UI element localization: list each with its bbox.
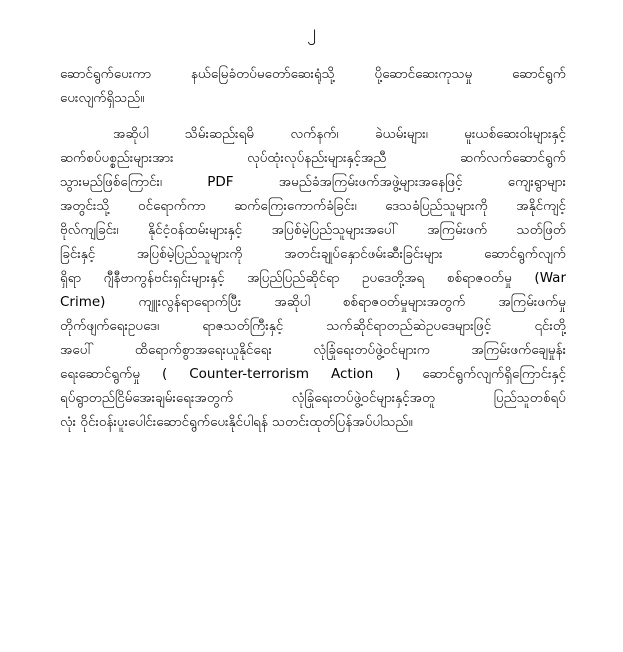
text-line: ရှိရာ ဂျီနီဗာကွန်ဗင်းရှင်းများနှင့် အပြည်ပြည်ဆိုင်ရာ ဥပဒေတို့အရ စစ်ရာဇဝတ်မှု (War xyxy=(60,270,566,286)
text-line: သွားမည်ဖြစ်ကြောင်း၊ PDF အမည်ခံအကြမ်းဖက်အဖွဲ့များအနေဖြင့် ကျေးရွာများ xyxy=(60,174,566,190)
text-line: ရပ်ရွာတည်ငြိမ်အေးချမ်းရေးအတွက် လုံခြုံရေးတပ်ဖွဲ့ဝင်များနှင့်အတူ ပြည်သူတစ်ရပ် xyxy=(60,390,566,406)
text-line: အဆိုပါ သိမ်းဆည်းရမိ လက်နက်၊ ခဲယမ်းများ၊ မူးယစ်ဆေးဝါးများနှင့် xyxy=(113,126,566,142)
page-number: ၂ xyxy=(307,21,316,42)
text-line: Crime) ကျူးလွန်ရာရောက်ပြီး အဆိုပါ စစ်ရာဇဝတ်မှုများအတွက် အကြမ်းဖက်မှု xyxy=(60,294,566,310)
paragraph-spacer xyxy=(60,110,566,122)
text-line: ပေးလျက်ရှိသည်။ xyxy=(60,90,145,106)
text-line: လုံး ဝိုင်းဝန်းပူးပေါင်းဆောင်ရွက်ပေးနိုင်ပါရန် သတင်းထုတ်ပြန်အပ်ပါသည်။ xyxy=(60,414,413,430)
paragraph-statement xyxy=(60,122,566,434)
text-line: ဆောင်ရွက်ပေးကာ နယ်မြေခံတပ်မတော်ဆေးရုံသို့ ပို့ဆောင်ဆေးကုသမှု ဆောင်ရွက် xyxy=(60,66,566,82)
text-line: ခြင်းနှင့် အပြစ်မဲ့ပြည်သူများကို အတင်းချုပ်နှောင်ဖမ်းဆီးခြင်းများ ဆောင်ရွက်လျက် xyxy=(60,246,566,262)
text-line: ရေးဆောင်ရွက်မှု ( Counter-terrorism Action ) ဆောင်ရွက်လျက်ရှိကြောင်းနှင့် xyxy=(60,366,566,382)
text-line: ဗိုလ်ကျခြင်း၊ နိုင်ငံ့ဝန်ထမ်းများနှင့် အပြစ်မဲ့ပြည်သူများအပေါ် အကြမ်းဖက် သတ်ဖြတ် xyxy=(60,222,566,238)
body-text xyxy=(60,62,566,434)
text-line: တိုက်ဖျက်ရေးဥပဒေ၊ ရာဇသတ်ကြီးနှင့် သက်ဆိုင်ရာတည်ဆဲဥပဒေများဖြင့် ၎င်းတို့ xyxy=(60,318,566,334)
paragraph-continuation xyxy=(60,62,566,110)
text-line: ဆက်စပ်ပစ္စည်းများအား လုပ်ထုံးလုပ်နည်းများနှင့်အညီ ဆက်လက်ဆောင်ရွက် xyxy=(60,150,566,166)
text-line: အပေါ် ထိရောက်စွာအရေးယူနိုင်ရေး လုံခြုံရေးတပ်ဖွဲ့ဝင်များက အကြမ်းဖက်ချေမှုန်း xyxy=(60,342,566,358)
text-line: အတွင်းသို့ ဝင်ရောက်ကာ ဆက်ကြေးကောက်ခံခြင်း၊ ဒေသခံပြည်သူများကို အနိုင်ကျင့် xyxy=(60,198,566,214)
